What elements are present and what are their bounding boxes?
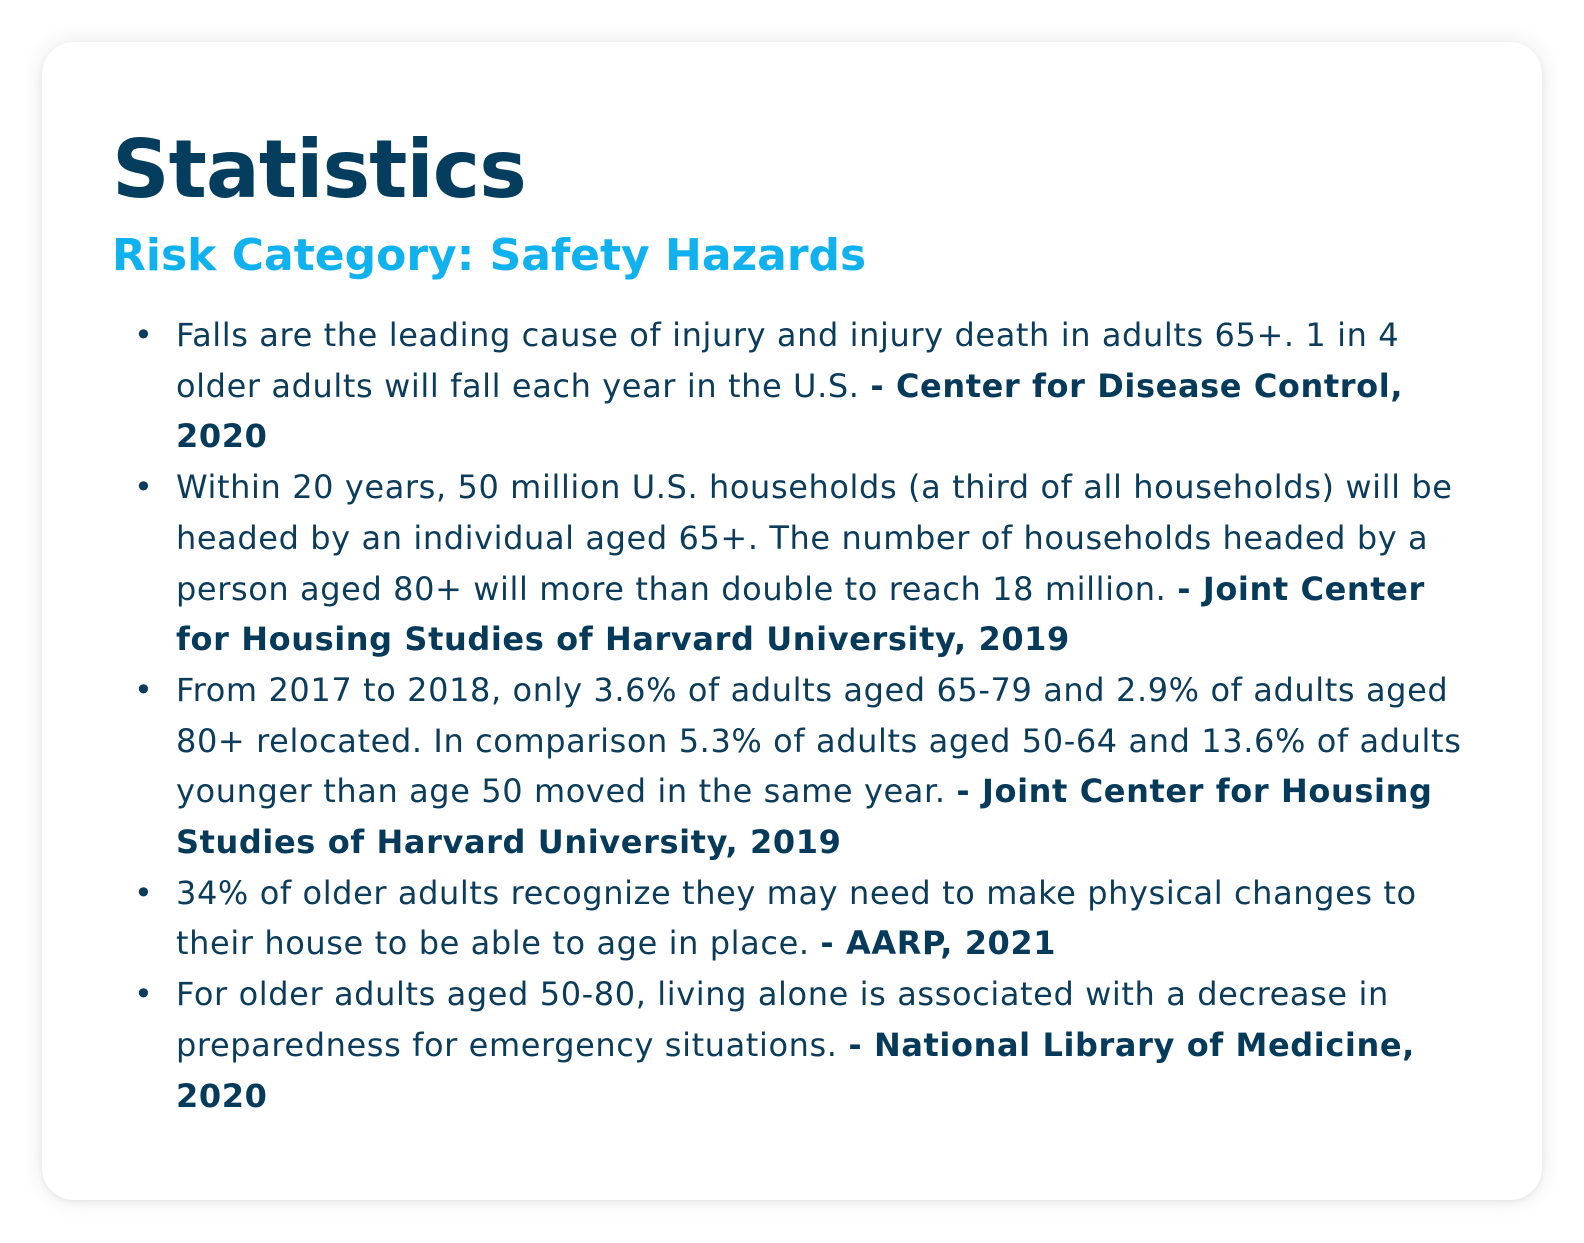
risk-category-subtitle: Risk Category: Safety Hazards [112, 230, 867, 281]
statistic-source: - Joint Center for Housing Studies of Harvard University, 2019 [176, 772, 1433, 862]
bullet-icon: • [134, 873, 154, 912]
list-item [112, 310, 1482, 462]
statistics-card [42, 42, 1542, 1200]
statistic-text: Within 20 years, 50 million U.S. households (a third of all households) will be headed by an individual aged 65+. The number of households headed by a person aged 80+ will more than double to reach 18 million. [176, 468, 1453, 608]
list-item [112, 462, 1482, 665]
list-item [112, 868, 1482, 969]
bullet-icon: • [134, 468, 154, 507]
statistic-source: - Center for Disease Control, 2020 [176, 366, 1404, 456]
statistic-text: For older adults aged 50-80, living alone is associated with a decrease in preparedness for emergency situations. [176, 975, 1389, 1064]
bullet-icon: • [134, 975, 154, 1014]
bullet-icon: • [134, 670, 154, 709]
statistic-text: From 2017 to 2018, only 3.6% of adults aged 65-79 and 2.9% of adults aged 80+ relocated. In comparison 5.3% of adults aged 50-64 and 13.6% of adults younger than age 50 moved in the same year. [176, 670, 1462, 811]
bullet-icon: • [134, 316, 154, 354]
statistic-text: Falls are the leading cause of injury and injury death in adults 65+. 1 in 4 older adults will fall each year in the U.S. [176, 316, 1400, 405]
statistic-source: - National Library of Medicine, 2020 [176, 1025, 1415, 1115]
page-title: Statistics [112, 123, 526, 216]
list-item [112, 665, 1482, 868]
list-item [112, 969, 1482, 1121]
statistics-list [112, 310, 1482, 1121]
statistic-source: - AARP, 2021 [820, 924, 1057, 963]
statistic-source: - Joint Center for Housing Studies of Harvard University, 2019 [176, 569, 1425, 659]
statistic-text: 34% of older adults recognize they may need to make physical changes to their house to be able to age in place. [176, 873, 1417, 963]
